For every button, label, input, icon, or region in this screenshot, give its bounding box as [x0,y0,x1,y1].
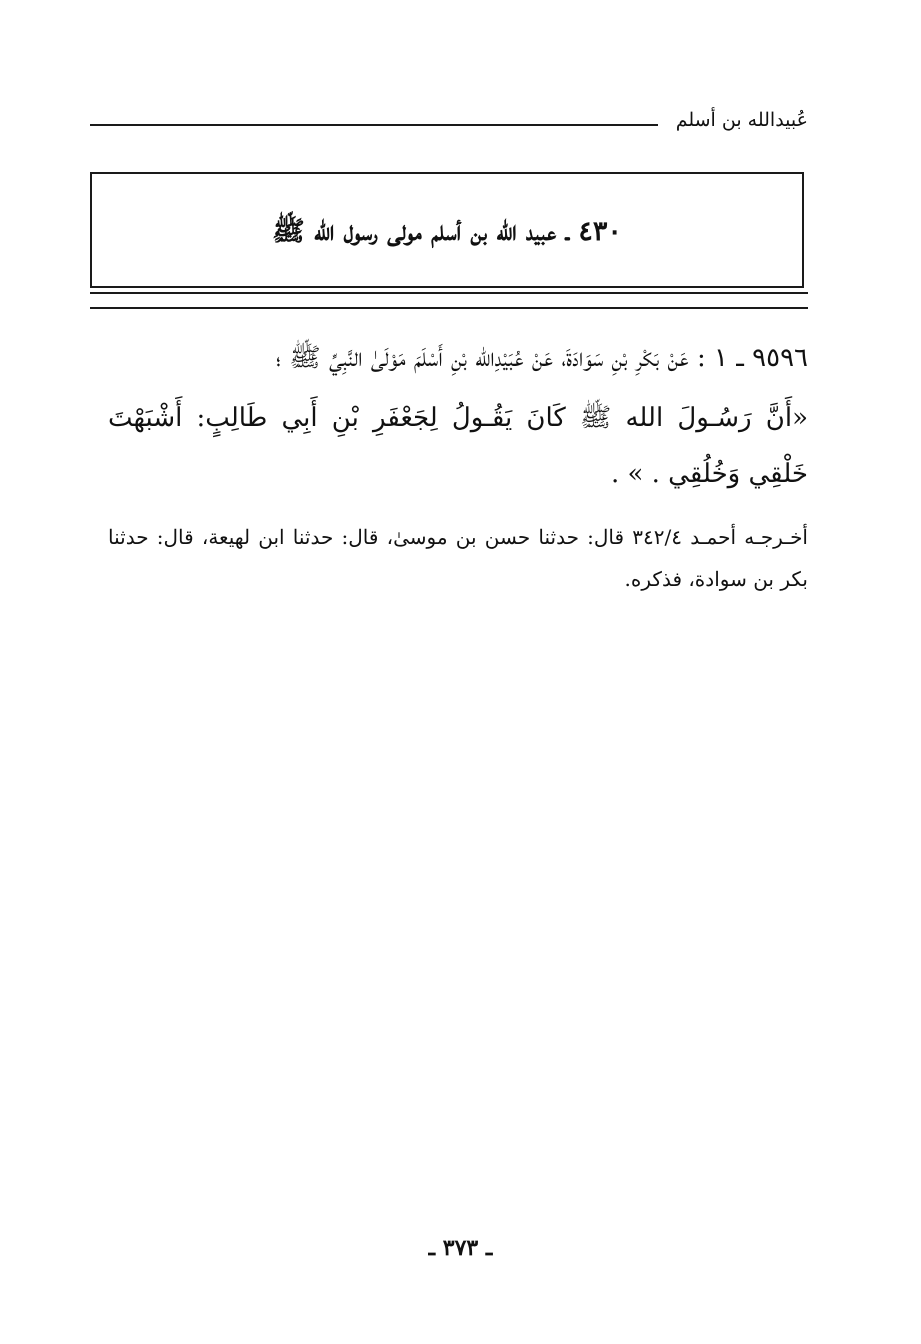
main-content [108,330,808,600]
page-number: ـ ٣٧٣ ـ [428,1235,493,1261]
section-divider-top [90,292,808,294]
running-head-title: عُبيدالله بن أسلم [675,109,808,131]
chapter-title-box [90,172,804,288]
section-divider-bottom [90,307,808,309]
chapter-title: ٤٣٠ ـ عبيد الله بن أسلم مولى رسول الله ﷺ [272,216,622,247]
hadith-text: «أَنَّ رَسُـولَ الله ﷺ كَانَ يَقُـولُ لِجَعْفَرِ بْنِ أَبِي طَالِبٍ: أَشْبَهْتَ خَلْقِي وَخُلُقِي . » . [108,403,808,489]
running-head-rule [90,124,658,126]
running-head [90,105,808,135]
hadith-chain: ٩٥٩٦ ـ ١ : عَنْ بَكْرِ بْنِ سَوَادَةَ، عَنْ عُبَيْدِالله بْنِ أَسْلَمَ مَوْلَىٰ النَّبِيِّ ﷺ ؛ [275,343,808,373]
takhrij-note: أخـرجـه أحمـد ٣٤٢/٤ قال: حدثنا حسن بن موسىٰ، قال: حدثنا ابن لهيعة، قال: حدثنا بكر بن سوادة، فذكره. [108,525,808,591]
